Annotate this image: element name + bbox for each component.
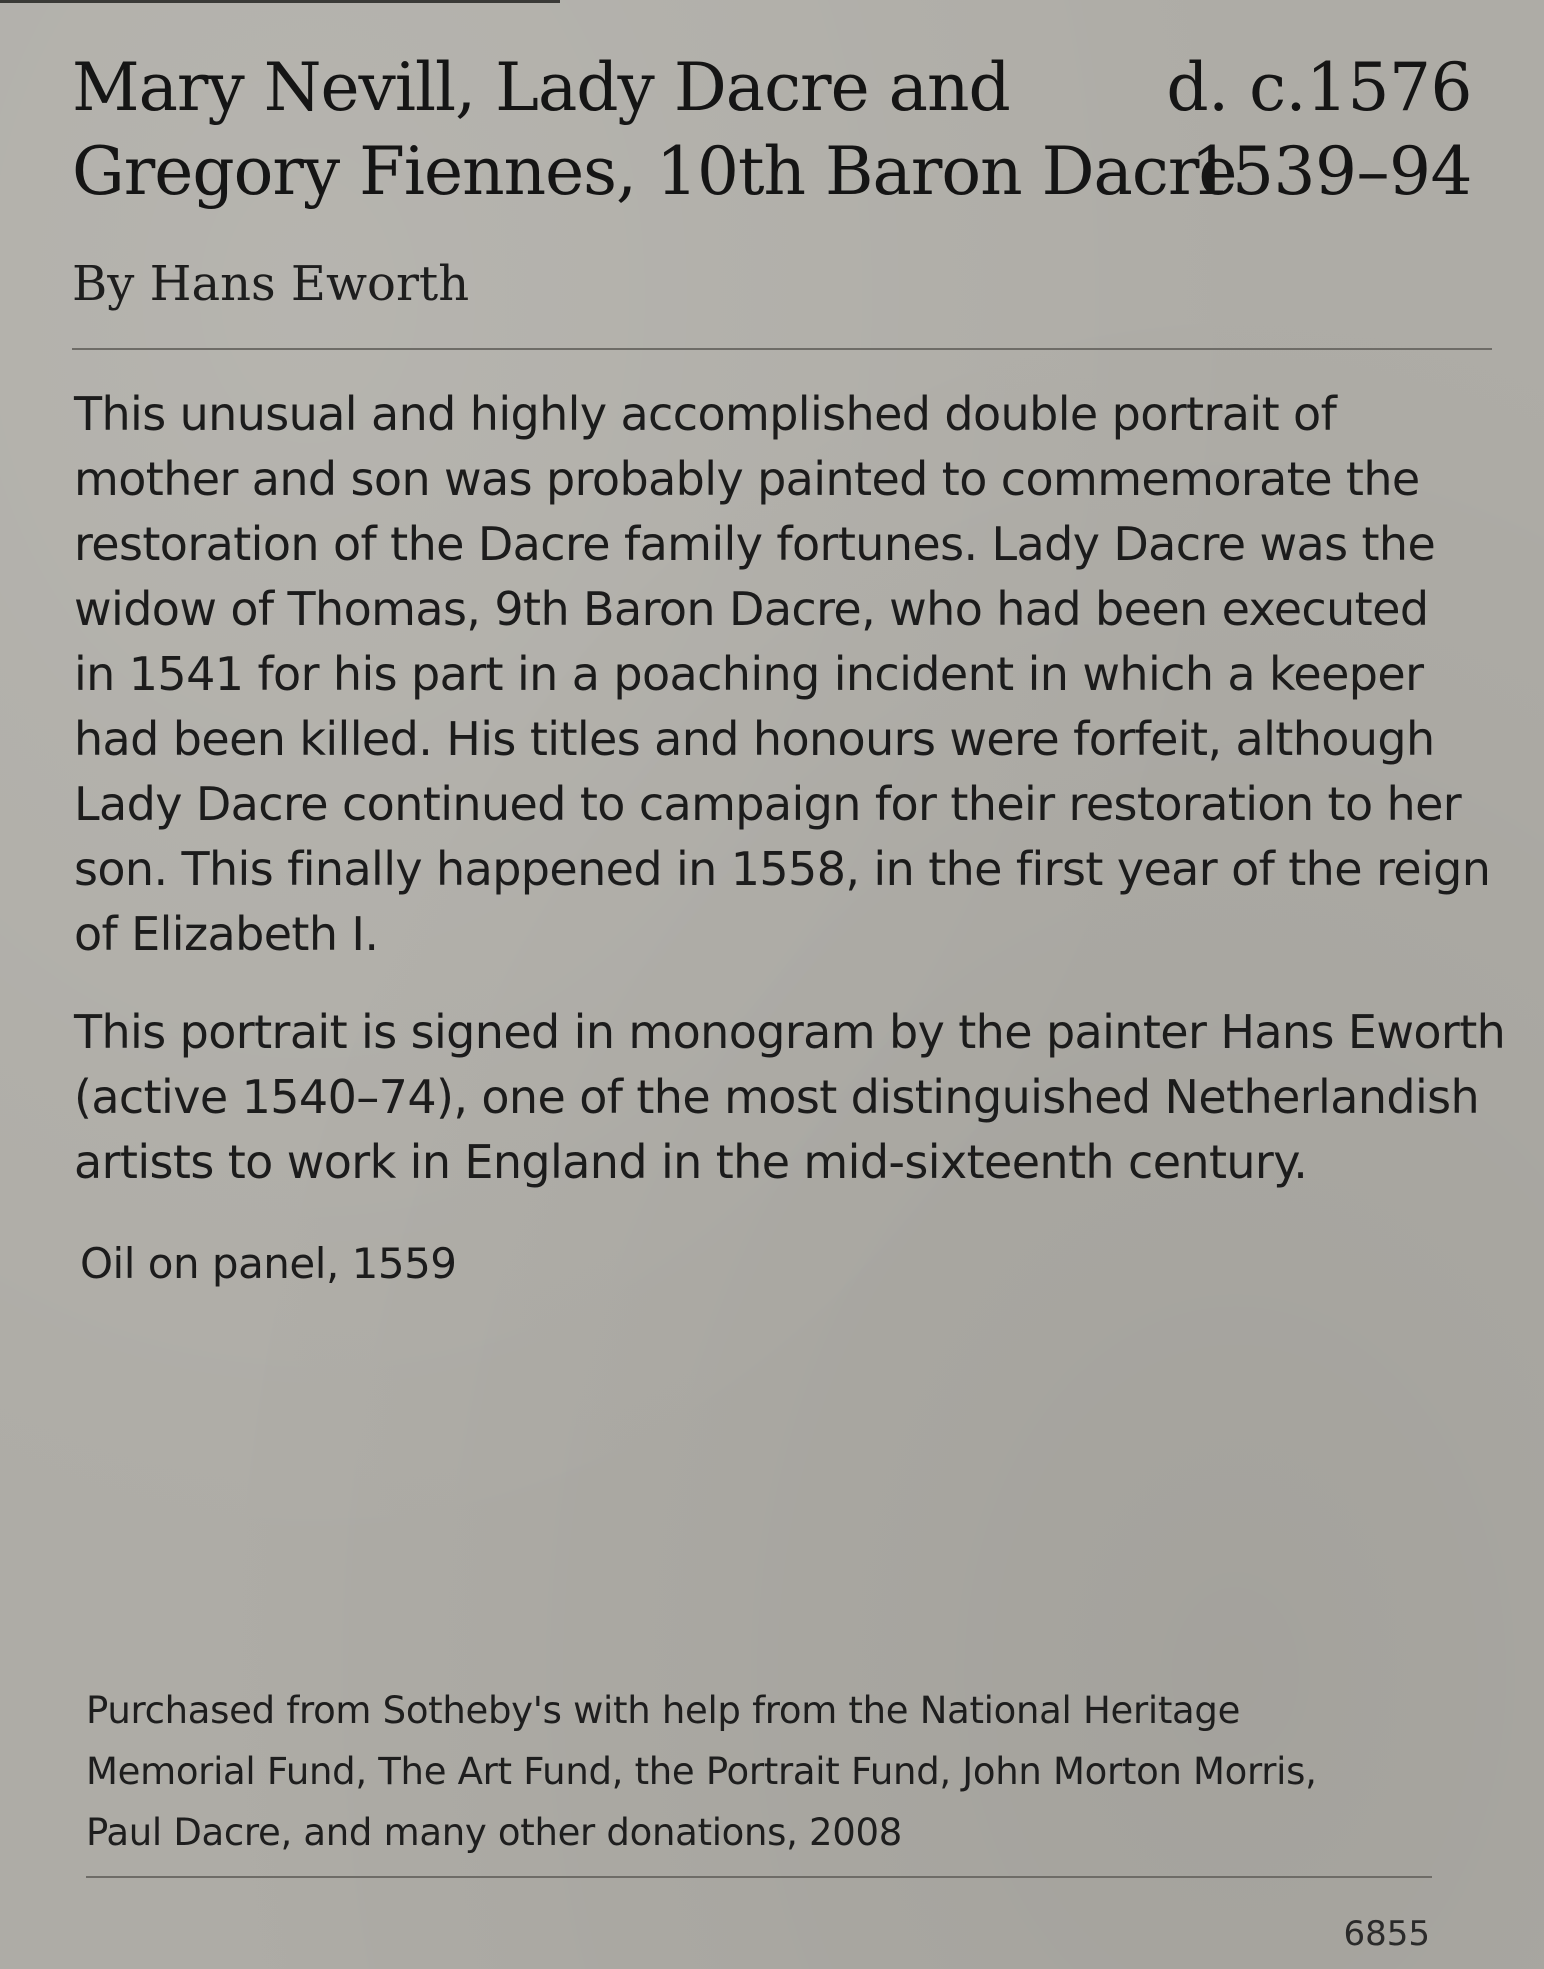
- sitter-name-1: Mary Nevill, Lady Dacre and: [72, 49, 1010, 126]
- divider-bottom: [86, 1876, 1432, 1878]
- sitter-dates-2: 1539–94: [1190, 133, 1472, 210]
- artist-attribution: By Hans Eworth: [72, 256, 470, 312]
- medium-and-date: Oil on panel, 1559: [80, 1239, 457, 1288]
- title-row-2: [72, 130, 1472, 214]
- card-top-edge: [0, 0, 560, 3]
- description-paragraph-1: [74, 382, 1491, 967]
- credit-line-text: Memorial Fund, The Art Fund, the Portrait Fund, John Morton Morris,: [86, 1750, 1317, 1793]
- accession-number: 6855: [1343, 1914, 1430, 1954]
- description-paragraph-2: [74, 1000, 1506, 1195]
- divider-top: [72, 348, 1492, 350]
- paragraph-1-line: mother and son was probably painted to commemorate the: [74, 452, 1420, 506]
- paragraph-1-line: son. This finally happened in 1558, in the first year of the reign: [74, 842, 1491, 896]
- paragraph-1-line: restoration of the Dacre family fortunes. Lady Dacre was the: [74, 517, 1436, 571]
- paragraph-2-line: (active 1540–74), one of the most distinguished Netherlandish: [74, 1070, 1480, 1124]
- paragraph-2-line: artists to work in England in the mid-sixteenth century.: [74, 1135, 1308, 1189]
- paragraph-1-line: This unusual and highly accomplished double portrait of: [74, 387, 1337, 441]
- paragraph-2-line: This portrait is signed in monogram by the painter Hans Eworth: [74, 1005, 1506, 1059]
- credit-line-text: Paul Dacre, and many other donations, 2008: [86, 1811, 903, 1854]
- paragraph-1-line: in 1541 for his part in a poaching incident in which a keeper: [74, 647, 1424, 701]
- title-row-1: [72, 46, 1472, 130]
- credit-line-text: Purchased from Sotheby's with help from the National Heritage: [86, 1689, 1241, 1732]
- credit-line: [86, 1680, 1416, 1863]
- sitter-name-2: Gregory Fiennes, 10th Baron Dacre: [72, 133, 1237, 210]
- sitter-dates-1: d. c.1576: [1166, 49, 1472, 126]
- paragraph-1-line: of Elizabeth I.: [74, 907, 379, 961]
- paragraph-1-line: Lady Dacre continued to campaign for their restoration to her: [74, 777, 1462, 831]
- paragraph-1-line: had been killed. His titles and honours were forfeit, although: [74, 712, 1435, 766]
- paragraph-1-line: widow of Thomas, 9th Baron Dacre, who had been executed: [74, 582, 1429, 636]
- title-block: [72, 46, 1472, 214]
